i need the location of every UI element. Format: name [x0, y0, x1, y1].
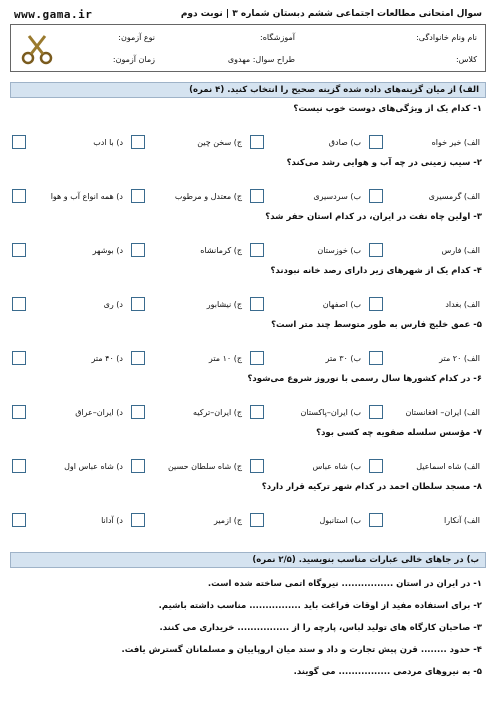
option-choice[interactable] [129, 242, 248, 260]
fill-in-item: ۲- برای استفاده مفید از اوقات فراغت باید ................ مناسب داشته باشیم. [158, 601, 482, 611]
answer-checkbox[interactable] [369, 459, 383, 473]
option-choice[interactable] [248, 188, 367, 206]
answer-checkbox[interactable] [12, 135, 26, 149]
option-choice[interactable] [367, 512, 486, 530]
option-choice[interactable] [248, 350, 367, 368]
answer-checkbox[interactable] [369, 189, 383, 203]
answer-checkbox[interactable] [131, 405, 145, 419]
question-text: ۴- کدام یک از شهرهای زیر دارای رصد خانه نبودند؟ [270, 266, 482, 276]
fill-in-item: ۵- به نیروهای مردمی ................ می گویند. [293, 667, 482, 677]
answer-checkbox[interactable] [131, 351, 145, 365]
option-label: د) شاه عباس اول [64, 462, 123, 471]
answer-checkbox[interactable] [131, 513, 145, 527]
answer-checkbox[interactable] [12, 459, 26, 473]
option-choice[interactable] [367, 134, 486, 152]
question-text: ۵- عمق خلیج فارس به طور متوسط چند متر است؟ [271, 320, 482, 330]
exam-time-label: زمان آزمون: [112, 55, 155, 64]
question-text: ۷- مؤسس سلسله صفویه چه کسی بود؟ [316, 428, 482, 438]
option-label: ب) استانبول [319, 516, 361, 525]
fill-in-item: ۴- حدود ........ قرن پیش تجارت و داد و ستد میان اروپاییان و مسلمانان گسترش یافت. [121, 645, 482, 655]
scissors-logo-icon [19, 33, 55, 65]
answer-checkbox[interactable] [369, 351, 383, 365]
option-label: ج) معتدل و مرطوب [174, 192, 242, 201]
question-text: ۸- مسجد سلطان احمد در کدام شهر ترکیه قرار دارد؟ [261, 482, 482, 492]
option-label: د) ۴۰ متر [91, 354, 123, 363]
answer-checkbox[interactable] [369, 405, 383, 419]
option-label: الف) فارس [441, 246, 480, 255]
option-choice[interactable] [10, 458, 129, 476]
top-bar [10, 6, 486, 24]
answer-checkbox[interactable] [12, 243, 26, 257]
answer-checkbox[interactable] [250, 351, 264, 365]
option-label: ج) ایران–ترکیه [193, 408, 242, 417]
answer-checkbox[interactable] [250, 459, 264, 473]
option-label: د) ری [103, 300, 123, 309]
options-row [10, 188, 486, 206]
option-label: ج) شاه سلطان حسین [167, 462, 242, 471]
answer-checkbox[interactable] [250, 135, 264, 149]
option-label: الف) ۲۰ متر [439, 354, 480, 363]
option-choice[interactable] [248, 242, 367, 260]
option-label: ب) سردسیری [313, 192, 361, 201]
option-label: د) همه انواع آب و هوا [50, 192, 123, 201]
options-row [10, 296, 486, 314]
option-choice[interactable] [10, 242, 129, 260]
option-choice[interactable] [129, 296, 248, 314]
option-label: ب) شاه عباس [312, 462, 361, 471]
option-choice[interactable] [129, 458, 248, 476]
option-choice[interactable] [367, 188, 486, 206]
exam-title: سوال امتحانی مطالعات اجتماعی ششم دبستان شماره ۳ | نوبت دوم [180, 9, 482, 19]
option-label: ب) خوزستان [317, 246, 361, 255]
option-choice[interactable] [248, 296, 367, 314]
option-choice[interactable] [10, 296, 129, 314]
options-row [10, 512, 486, 530]
answer-checkbox[interactable] [250, 513, 264, 527]
designer-label: طراح سوال: مهدوی [227, 55, 295, 64]
option-label: الف) گرمسیری [428, 192, 480, 201]
option-label: د) آدانا [101, 516, 123, 525]
option-label: ج) سخن چین [197, 138, 242, 147]
options-row [10, 404, 486, 422]
student-name-label: نام ونام خانوادگی: [416, 33, 477, 42]
option-choice[interactable] [248, 458, 367, 476]
option-label: ج) ازمیر [213, 516, 242, 525]
answer-checkbox[interactable] [369, 243, 383, 257]
option-choice[interactable] [367, 242, 486, 260]
option-choice[interactable] [129, 512, 248, 530]
option-choice[interactable] [10, 404, 129, 422]
question-text: ۶- در کدام کشورها سال رسمی با نوروز شروع می‌شود؟ [247, 374, 482, 384]
answer-checkbox[interactable] [369, 135, 383, 149]
site-url[interactable]: www.gama.ir [14, 8, 93, 21]
fill-in-item: ۱- در ایران در استان ................ نیروگاه اتمی ساخته شده است. [207, 579, 482, 589]
school-label: آموزشگاه: [260, 33, 295, 42]
option-label: د) با ادب [93, 138, 123, 147]
answer-checkbox[interactable] [12, 405, 26, 419]
question-text: ۱- کدام یک از ویژگی‌های دوست خوب نیست؟ [293, 104, 482, 114]
answer-checkbox[interactable] [12, 351, 26, 365]
class-label: کلاس: [455, 55, 477, 64]
option-choice[interactable] [367, 458, 486, 476]
options-row [10, 458, 486, 476]
answer-checkbox[interactable] [131, 459, 145, 473]
option-label: د) بوشهر [92, 246, 123, 255]
answer-checkbox[interactable] [12, 297, 26, 311]
option-choice[interactable] [10, 134, 129, 152]
option-choice[interactable] [248, 512, 367, 530]
answer-checkbox[interactable] [131, 243, 145, 257]
answer-checkbox[interactable] [131, 189, 145, 203]
section-a-heading: الف) از میان گزینه‌های داده شده گزینه صحیح را انتخاب کنید. (۴ نمره) [10, 82, 486, 98]
option-label: ب) ۳۰ متر [325, 354, 361, 363]
option-choice[interactable] [129, 134, 248, 152]
option-label: الف) بغداد [445, 300, 480, 309]
answer-checkbox[interactable] [12, 189, 26, 203]
option-label: الف) آنکارا [444, 516, 480, 525]
option-choice[interactable] [10, 188, 129, 206]
option-choice[interactable] [129, 188, 248, 206]
option-choice[interactable] [10, 512, 129, 530]
question-text: ۲- سیب زمینی در چه آب و هوایی رشد می‌کند؟ [286, 158, 482, 168]
option-label: الف) شاه اسماعیل [416, 462, 480, 471]
answer-checkbox[interactable] [250, 189, 264, 203]
answer-checkbox[interactable] [369, 513, 383, 527]
student-info-box [10, 24, 486, 72]
option-label: ب) صادق [328, 138, 361, 147]
option-label: ب) اصفهان [322, 300, 361, 309]
option-label: د) ایران–عراق [75, 408, 123, 417]
options-row [10, 242, 486, 260]
option-choice[interactable] [248, 134, 367, 152]
option-label: الف) خیر خواه [431, 138, 480, 147]
answer-checkbox[interactable] [369, 297, 383, 311]
option-choice[interactable] [10, 350, 129, 368]
exam-type-label: نوع آزمون: [118, 33, 155, 42]
answer-checkbox[interactable] [131, 135, 145, 149]
option-label: ج) نیشابور [206, 300, 242, 309]
fill-in-item: ۳- صاحبان کارگاه های تولید لباس، پارچه را از ................ خریداری می کنند. [159, 623, 482, 633]
option-choice[interactable] [248, 404, 367, 422]
option-choice[interactable] [367, 350, 486, 368]
question-text: ۳- اولین چاه نفت در ایران، در کدام استان حفر شد؟ [265, 212, 482, 222]
option-label: ج) ۱۰ متر [208, 354, 242, 363]
answer-checkbox[interactable] [12, 513, 26, 527]
option-choice[interactable] [367, 296, 486, 314]
options-row [10, 350, 486, 368]
option-label: ب) ایران–پاکستان [300, 408, 361, 417]
answer-checkbox[interactable] [250, 297, 264, 311]
answer-checkbox[interactable] [250, 243, 264, 257]
answer-checkbox[interactable] [131, 297, 145, 311]
option-choice[interactable] [367, 404, 486, 422]
section-b-heading: ب) در جاهای خالی عبارات مناسب بنویسید. (۲/۵ نمره) [10, 552, 486, 568]
option-label: ج) کرمانشاه [200, 246, 242, 255]
option-label: الف) ایران– افغانستان [405, 408, 480, 417]
answer-checkbox[interactable] [250, 405, 264, 419]
option-choice[interactable] [129, 404, 248, 422]
options-row [10, 134, 486, 152]
option-choice[interactable] [129, 350, 248, 368]
